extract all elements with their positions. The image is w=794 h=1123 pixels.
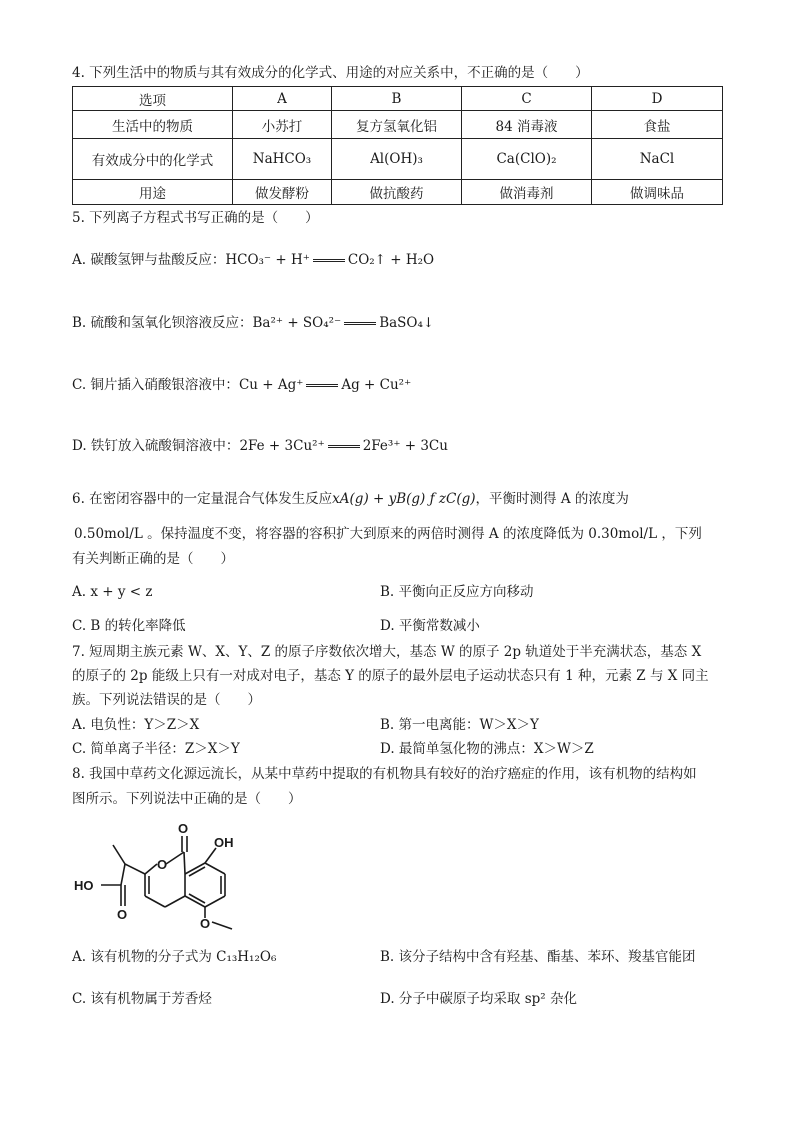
equation-left: HCO₃⁻ + H⁺ <box>225 252 310 268</box>
option-label: C. 铜片插入硝酸银溶液中： <box>72 377 239 393</box>
q7-option-b: B. 第一电离能：W＞X＞Y <box>380 717 539 733</box>
equals-arrow-icon <box>306 384 338 387</box>
table-cell: 做调味品 <box>592 180 723 205</box>
table-cell: A <box>233 87 332 111</box>
table-cell: D <box>592 87 723 111</box>
q5-option-a <box>72 251 434 269</box>
table-row <box>73 139 723 180</box>
q5-stem: 5. 下列离子方程式书写正确的是（ ） <box>72 210 319 226</box>
equation-left: Ba²⁺ + SO₄²⁻ <box>252 315 342 331</box>
q8-option-d: D. 分子中碳原子均采取 sp² 杂化 <box>380 991 577 1007</box>
equation-right: CO₂↑ + H₂O <box>347 252 435 268</box>
table-cell: 小苏打 <box>233 111 332 139</box>
table-cell: 84 消毒液 <box>462 111 592 139</box>
mol-atom-label: O <box>200 916 211 931</box>
q7-option-c: C. 简单离子半径：Z＞X＞Y <box>72 741 240 757</box>
q6-option-d: D. 平衡常数减小 <box>380 618 480 634</box>
formula-cell: NaHCO₃ <box>233 139 332 180</box>
mol-atom-label: OH <box>214 835 234 850</box>
table-cell: 做消毒剂 <box>462 180 592 205</box>
q6-option-c: C. B 的转化率降低 <box>72 618 186 634</box>
q5-option-b <box>72 314 434 332</box>
table-cell: C <box>462 87 592 111</box>
equals-arrow-icon <box>328 445 360 448</box>
q5-option-d <box>72 437 448 455</box>
q8-option-b: B. 该分子结构中含有羟基、酯基、苯环、羧基官能团 <box>380 949 696 965</box>
table-cell: 做发酵粉 <box>233 180 332 205</box>
q6-stem-line1 <box>72 490 629 508</box>
q6-stem-line3: 有关判断正确的是（ ） <box>72 551 234 567</box>
equation-left: 2Fe + 3Cu²⁺ <box>239 438 325 454</box>
equation-right: Ag + Cu²⁺ <box>341 377 412 393</box>
option-label: B. 硫酸和氢氧化钡溶液反应： <box>72 315 253 331</box>
q8-option-c: C. 该有机物属于芳香烃 <box>72 991 212 1007</box>
q8-stem-line2: 图所示。下列说法中正确的是（ ） <box>72 791 302 807</box>
q7-option-a: A. 电负性：Y＞Z＞X <box>72 717 200 733</box>
q7-stem-line1: 7. 短周期主族元素 W、X、Y、Z 的原子序数依次增大，基态 W 的原子 2p 轨道处于半充满状态，基态 X <box>72 644 702 660</box>
q7-stem-line2: 的原子的 2p 能级上只有一对成对电子，基态 Y 的原子的最外层电子运动状态只有 1 种，元素 Z 与 X 同主 <box>72 668 709 684</box>
formula-cell: NaCl <box>592 139 723 180</box>
q8-stem-line1: 8. 我国中草药文化源远流长，从某中草药中提取的有机物具有较好的治疗癌症的作用，该有机物的结构如 <box>72 766 697 782</box>
q6-stem-line2: 0.50mol/L 。保持温度不变，将容器的容积扩大到原来的两倍时测得 A 的浓度降低为 0.30mol/L ，下列 <box>74 526 702 542</box>
mol-atom-label: HO <box>74 878 94 893</box>
equation-right: 2Fe³⁺ + 3Cu <box>362 438 448 454</box>
table-row <box>73 87 723 111</box>
mol-atom-label: O <box>178 821 189 836</box>
stem-text: 6. 在密闭容器中的一定量混合气体发生反应 <box>72 491 333 507</box>
table-row <box>73 111 723 139</box>
equals-arrow-icon <box>313 259 345 262</box>
q7-option-d: D. 最简单氢化物的沸点：X＞W＞Z <box>380 741 594 757</box>
molecule-structure <box>68 812 258 936</box>
formula-cell: Ca(ClO)₂ <box>462 139 592 180</box>
equals-arrow-icon <box>344 322 376 325</box>
q6-option-a: A. x + y < z <box>72 584 153 600</box>
q7-stem-line3: 族。下列说法错误的是（ ） <box>72 692 261 708</box>
equation-right: BaSO₄↓ <box>379 315 435 331</box>
q6-option-b: B. 平衡向正反应方向移动 <box>380 584 534 600</box>
mol-atom-label: O <box>157 857 168 872</box>
table-cell: 做抗酸药 <box>332 180 462 205</box>
table-cell: 生活中的物质 <box>73 111 233 139</box>
q5-option-c <box>72 376 411 394</box>
table-cell: 复方氢氧化铝 <box>332 111 462 139</box>
table-cell: 有效成分中的化学式 <box>73 139 233 180</box>
q4-stem: 4. 下列生活中的物质与其有效成分的化学式、用途的对应关系中，不正确的是（ ） <box>72 65 589 81</box>
stem-text: ，平衡时测得 A 的浓度为 <box>475 491 629 507</box>
mol-atom-label: O <box>117 907 128 922</box>
q4-table <box>72 86 723 205</box>
option-label: D. 铁钉放入硫酸铜溶液中： <box>72 438 240 454</box>
equation-left: Cu + Ag⁺ <box>238 377 304 393</box>
option-label: A. 碳酸氢钾与盐酸反应： <box>72 252 226 268</box>
table-row <box>73 180 723 205</box>
table-cell: 食盐 <box>592 111 723 139</box>
q8-option-a: A. 该有机物的分子式为 C₁₃H₁₂O₆ <box>72 949 277 965</box>
table-cell: B <box>332 87 462 111</box>
formula-cell: Al(OH)₃ <box>332 139 462 180</box>
table-cell: 用途 <box>73 180 233 205</box>
reaction-equation: xA(g) + yB(g) ƒ zC(g) <box>332 491 476 507</box>
table-cell: 选项 <box>73 87 233 111</box>
